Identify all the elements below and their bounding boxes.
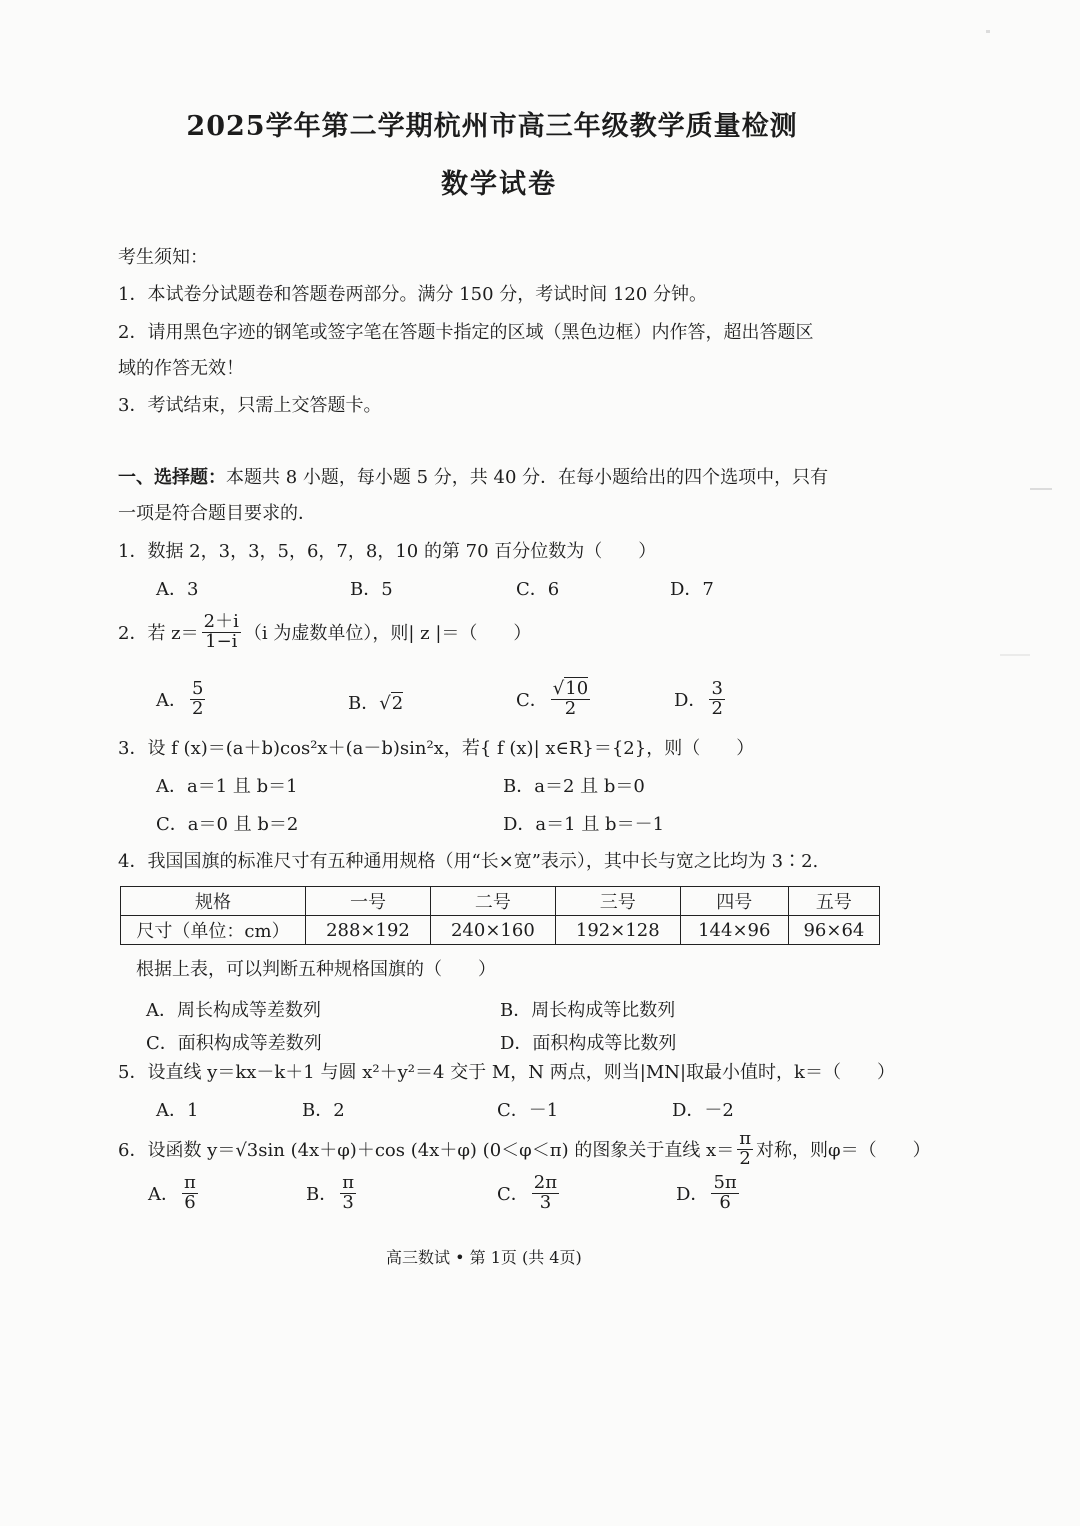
- table-cell: 192×128: [555, 916, 680, 945]
- table-cell: 240×160: [430, 916, 555, 945]
- table-cell: 96×64: [788, 916, 879, 945]
- q6-a-num: π: [184, 1172, 196, 1193]
- q2-suffix: （i 为虚数单位），则| z |＝（ ）: [243, 623, 532, 645]
- q2-d-fraction: [709, 680, 724, 719]
- q6-d-num: 5π: [713, 1172, 737, 1193]
- q2-a-fraction: [190, 680, 205, 719]
- q6-b-label: B．: [306, 1184, 338, 1206]
- q6-b-den: 3: [342, 1191, 354, 1213]
- q3-option-c: C．a＝0 且 b＝2: [156, 814, 299, 835]
- q2-c-den: 2: [564, 697, 577, 719]
- q6-num: π: [739, 1128, 752, 1149]
- q4-option-b: B．周长构成等比数列: [500, 1000, 676, 1021]
- page-subtitle: 数学试卷: [441, 169, 557, 200]
- q1-option-d: D．7: [670, 579, 714, 600]
- table-header-cell: 规格: [121, 887, 306, 916]
- q6-d-den: 6: [719, 1191, 731, 1213]
- q2-numerator: 2＋i: [203, 611, 239, 632]
- q2-b-label: B．: [348, 693, 380, 714]
- q6-option-d: [676, 1174, 742, 1213]
- q6-stem: [118, 1130, 931, 1169]
- q2-option-c: [516, 680, 593, 719]
- q5-option-a: A．1: [156, 1100, 199, 1121]
- table-header-cell: 五号: [788, 887, 879, 916]
- notice-item-3: 3．考试结束，只需上交答题卡。: [118, 395, 382, 416]
- q6-option-a: [148, 1174, 201, 1213]
- section-1-intro: [118, 463, 828, 489]
- section-1-text: 本题共 8 小题，每小题 5 分，共 40 分．在每小题给出的四个选项中，只有: [226, 467, 829, 488]
- section-1-intro-cont: 一项是符合题目要求的．: [118, 503, 316, 524]
- q5-option-d: D．－2: [672, 1100, 734, 1121]
- q2-d-label: D．: [674, 690, 707, 712]
- q6-d-fraction: [711, 1174, 738, 1213]
- q2-denominator: 1−i: [205, 630, 238, 652]
- q3-option-a: A．a＝1 且 b＝1: [156, 776, 298, 797]
- table-cell: 288×192: [306, 916, 431, 945]
- q1-stem: 1．数据 2，3，3，5，6，7，8，10 的第 70 百分位数为（ ）: [118, 541, 657, 562]
- q2-c-label: C．: [516, 690, 548, 712]
- section-1-label: 一、选择题：: [118, 467, 226, 488]
- q6-option-c: [497, 1174, 562, 1213]
- q6-c-fraction: [532, 1174, 559, 1213]
- q6-a-den: 6: [184, 1191, 196, 1213]
- q4-option-c: C．面积构成等差数列: [146, 1033, 322, 1054]
- q1-option-a: A．3: [156, 579, 199, 600]
- q6-d-label: D．: [676, 1184, 709, 1206]
- q2-option-b: [348, 689, 403, 715]
- q5-option-b: B．2: [302, 1100, 345, 1121]
- q4-stem: 4．我国国旗的标准尺寸有五种通用规格（用“长×宽”表示），其中长与宽之比均为 3∶2.: [118, 851, 819, 872]
- q6-b-num: π: [342, 1172, 355, 1193]
- q6-a-fraction: [182, 1174, 198, 1213]
- q5-option-c: C．－1: [497, 1100, 559, 1121]
- table-header-cell: 一号: [306, 887, 431, 916]
- q3-option-b: B．a＝2 且 b＝0: [503, 776, 645, 797]
- q6-c-label: C．: [497, 1184, 529, 1206]
- q2-d-den: 2: [711, 697, 723, 719]
- q6-prefix: 6．设函数 y＝√3sin (4x＋φ)＋cos (4x＋φ) (0＜φ＜π) 的图象关于直线 x＝: [118, 1140, 735, 1162]
- table-cell: 尺寸（单位：cm）: [121, 916, 306, 945]
- notice-item-2: 2．请用黑色字迹的钢笔或签字笔在答题卡指定的区域（黑色边框）内作答，超出答题区: [118, 322, 814, 343]
- notice-item-1: 1．本试卷分试题卷和答题卷两部分。满分 150 分，考试时间 120 分钟。: [118, 284, 708, 305]
- q2-fraction: [202, 613, 241, 652]
- q3-stem: 3．设 f (x)＝(a＋b)cos²x＋(a－b)sin²x，若{ f (x)| x∈R}＝{2}，则（ ）: [118, 738, 755, 759]
- q4-option-d: D．面积构成等比数列: [500, 1033, 677, 1054]
- q6-option-b: [306, 1174, 359, 1213]
- table-header-cell: 三号: [555, 887, 680, 916]
- q2-d-num: 3: [711, 678, 723, 699]
- q2-b-radicand: 2: [391, 693, 404, 714]
- q2-a-num: 5: [192, 678, 204, 699]
- q1-option-b: B．5: [350, 579, 393, 600]
- q4-question: 根据上表，可以判断五种规格国旗的（ ）: [136, 959, 496, 980]
- q3-option-d: D．a＝1 且 b＝－1: [503, 814, 665, 835]
- q1-option-c: C．6: [516, 579, 560, 600]
- q2-stem: [118, 613, 531, 652]
- notice-heading: 考生须知：: [118, 247, 208, 268]
- scan-speck: [986, 30, 990, 33]
- q2-a-label: A．: [156, 690, 187, 712]
- page-title: 2025学年第二学期杭州市高三年级教学质量检测: [186, 111, 798, 142]
- q6-fraction: [737, 1130, 753, 1169]
- q2-option-a: [156, 680, 208, 719]
- q6-suffix: 对称，则φ＝（ ）: [756, 1140, 931, 1162]
- scan-speck: [1030, 488, 1052, 490]
- table-header-row: [121, 887, 880, 916]
- table-row: [121, 916, 880, 945]
- q2-c-fraction: [551, 680, 590, 719]
- q4-option-a: A．周长构成等差数列: [146, 1000, 321, 1021]
- q2-a-den: 2: [192, 697, 204, 719]
- scan-speck: [1000, 654, 1030, 656]
- notice-item-2-cont: 域的作答无效！: [118, 358, 244, 379]
- q2-c-radicand: 10: [565, 678, 589, 699]
- table-header-cell: 四号: [680, 887, 788, 916]
- table-header-cell: 二号: [430, 887, 555, 916]
- sqrt-sign: √: [379, 693, 391, 714]
- q6-den: 2: [739, 1147, 751, 1169]
- q2-c-num: √10: [552, 678, 589, 699]
- q5-stem: 5．设直线 y＝kx－k＋1 与圆 x²＋y²＝4 交于 M，N 两点，则当|MN|取最小值时，k＝（ ）: [118, 1062, 895, 1083]
- flag-spec-table: [120, 886, 880, 945]
- q6-b-fraction: [340, 1174, 356, 1213]
- q2-prefix: 2．若 z＝: [118, 623, 199, 645]
- q6-c-den: 3: [539, 1191, 552, 1213]
- q6-c-num: 2π: [533, 1172, 558, 1193]
- table-cell: 144×96: [680, 916, 788, 945]
- page-footer: 高三数试 • 第 1页 (共 4页): [386, 1248, 582, 1267]
- q6-a-label: A．: [148, 1184, 179, 1206]
- q2-option-d: [674, 680, 728, 719]
